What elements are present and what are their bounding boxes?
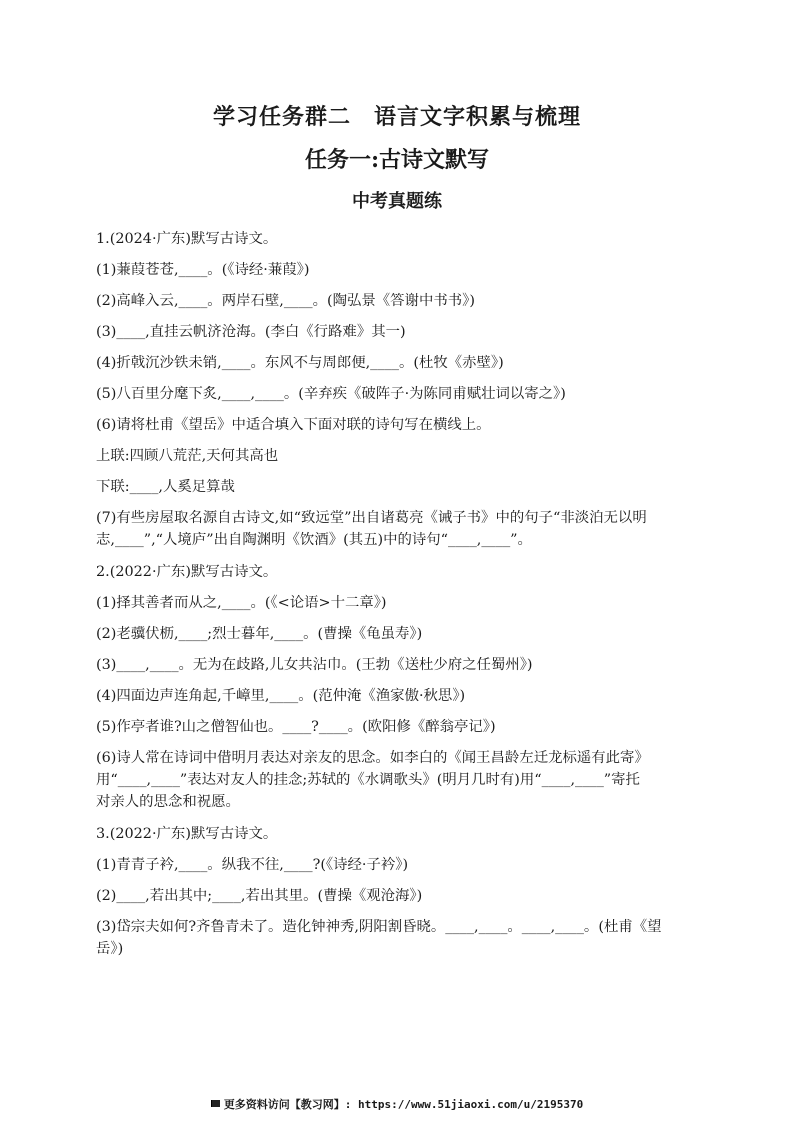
question-line: (6)诗人常在诗词中借明月表达对亲友的思念。如李白的《闻王昌龄左迁龙标遥有此寄》 (96, 750, 649, 766)
question-line: (3)岱宗夫如何?齐鲁青未了。造化钟神秀,阴阳割昏晓。____,____。____,____。(杜甫《望 (96, 919, 662, 935)
question-line: (3)____,直挂云帆济沧海。(李白《行路难》其一) (96, 324, 406, 340)
question-line: (1)青青子衿,____。纵我不往,____?(《诗经·子衿》) (96, 857, 409, 873)
question-line: (5)八百里分麾下炙,____,____。(辛弃疾《破阵子·为陈同甫赋壮词以寄之》) (96, 386, 566, 402)
question-line: (6)请将杜甫《望岳》中适合填入下面对联的诗句写在横线上。 (96, 417, 491, 433)
question-line: (1)蒹葭苍苍,____。(《诗经·蒹葭》) (96, 262, 310, 278)
page-title: 学习任务群二 语言文字积累与梳理 (212, 104, 581, 130)
question-line: (2)高峰入云,____。两岸石壁,____。(陶弘景《答谢中书书》) (96, 293, 475, 309)
question-line: (2)____,若出其中;____,若出其里。(曹操《观沧海》) (96, 888, 423, 904)
question-line: 2.(2022·广东)默写古诗文。 (96, 564, 278, 580)
question-line: (5)作亭者谁?山之僧智仙也。____?____。(欧阳修《醉翁亭记》) (96, 719, 496, 735)
section-heading: 中考真题练 (352, 191, 442, 212)
question-line: (3)____,____。无为在歧路,儿女共沾巾。(王勃《送杜少府之任蜀州》) (96, 657, 533, 673)
question-line: 3.(2022·广东)默写古诗文。 (96, 826, 278, 842)
question-list (96, 228, 706, 969)
question-line: 下联:____,人奚足算哉 (96, 479, 235, 495)
question-line: (2)老骥伏枥,____;烈士暮年,____。(曹操《龟虽寿》) (96, 626, 423, 642)
footer-link[interactable] (0, 1096, 794, 1112)
question-line: 上联:四顾八荒茫,天何其高也 (96, 448, 279, 464)
question-line: 用“____,____”表达对友人的挂念;苏轼的《水调歌头》(明月几时有)用“____,____”寄托 (96, 772, 640, 788)
question-line: (1)择其善者而从之,____。(《<论语>十二章》) (96, 595, 387, 611)
question-line: (7)有些房屋取名源自古诗文,如“致远堂”出自诸葛亮《诫子书》中的句子“非淡泊无以明 (96, 510, 647, 526)
task-subtitle: 任务一:古诗文默写 (304, 147, 490, 173)
question-line: 1.(2024·广东)默写古诗文。 (96, 231, 278, 247)
question-line: 岳》) (96, 941, 124, 957)
flag-icon (211, 1100, 220, 1107)
question-line: 志,____”,“人境庐”出自陶渊明《饮酒》(其五)中的诗句“____,____”。 (96, 532, 532, 548)
question-line: (4)四面边声连角起,千嶂里,____。(范仲淹《渔家傲·秋思》) (96, 688, 466, 704)
footer-text[interactable]: 更多资料访问【教习网】: https://www.51jiaoxi.com/u/2195370 (223, 1098, 584, 1111)
question-line: (4)折戟沉沙铁未销,____。东风不与周郎便,____。(杜牧《赤壁》) (96, 355, 504, 371)
question-line: 对亲人的思念和祝愿。 (96, 794, 240, 810)
